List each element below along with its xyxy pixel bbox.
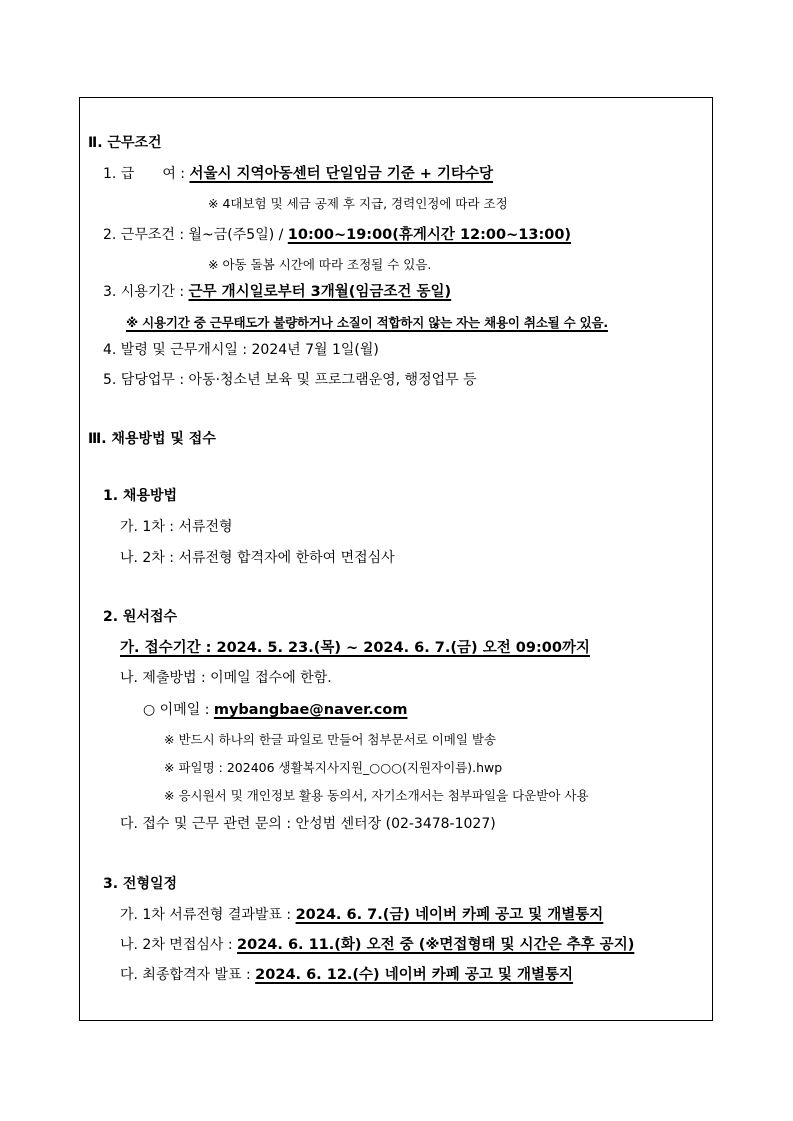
hours-label: 2. 근무조건 : 월~금(주5일) / (103, 227, 288, 243)
salary-label: 1. 급 여 : (103, 166, 190, 182)
schedule-item-3 (120, 966, 573, 984)
email-row (143, 701, 407, 719)
schedule-heading: 3. 전형일정 (103, 876, 178, 892)
application-note-3: ※ 응시원서 및 개인정보 활용 동의서, 자기소개서는 첨부파일을 다운받아 사용 (164, 788, 589, 803)
probation-value: 근무 개시일로부터 3개월(임금조건 동일) (188, 284, 452, 300)
email-label: ○ 이메일 : (143, 702, 214, 718)
hours-row (103, 226, 571, 244)
method-heading: 1. 채용방법 (103, 488, 178, 504)
hours-note: ※ 아동 돌봄 시간에 따라 조정될 수 있음. (208, 257, 432, 272)
schedule-item-1-value: 2024. 6. 7.(금) 네이버 카페 공고 및 개별통지 (295, 907, 604, 923)
probation-row (103, 283, 451, 301)
application-period: 가. 접수기간 : 2024. 5. 23.(목) ~ 2024. 6. 7.(금) 오전 09:00까지 (120, 640, 590, 656)
schedule-item-1-label: 가. 1차 서류전형 결과발표 : (120, 907, 296, 923)
application-note-2: ※ 파일명 : 202406 생활복지사지원_○○○(지원자이름).hwp (164, 760, 503, 775)
probation-note: ※ 시용기간 중 근무태도가 불량하거나 소질이 적합하지 않는 자는 채용이 취소될 수 있음. (126, 315, 608, 330)
schedule-item-2-label: 나. 2차 면접심사 : (120, 937, 238, 953)
email-address[interactable]: mybangbae@naver.com (213, 702, 408, 718)
duties: 5. 담당업무 : 아동·청소년 보육 및 프로그램운영, 행정업무 등 (103, 372, 477, 388)
application-inquiry: 다. 접수 및 근무 관련 문의 : 안성범 센터장 (02-3478-1027) (120, 816, 496, 832)
method-item-2: 나. 2차 : 서류전형 합격자에 한하여 면접심사 (120, 550, 395, 566)
schedule-item-2-value: 2024. 6. 11.(화) 오전 중 (※면접형태 및 시간은 추후 공지) (237, 937, 635, 953)
probation-label: 3. 시용기간 : (103, 284, 189, 300)
salary-row (103, 165, 493, 183)
schedule-item-1 (120, 906, 603, 924)
schedule-item-3-label: 다. 최종합격자 발표 : (120, 967, 256, 983)
schedule-item-2 (120, 936, 634, 954)
application-submit: 나. 제출방법 : 이메일 접수에 한함. (120, 670, 332, 686)
start-date: 4. 발령 및 근무개시일 : 2024년 7월 1일(월) (103, 342, 379, 358)
schedule-item-3-value: 2024. 6. 12.(수) 네이버 카페 공고 및 개별통지 (255, 967, 574, 983)
application-note-1: ※ 반드시 하나의 한글 파일로 만들어 첨부문서로 이메일 발송 (164, 732, 497, 747)
salary-value: 서울시 지역아동센터 단일임금 기준 + 기타수당 (189, 166, 494, 182)
hours-value: 10:00~19:00(휴게시간 12:00~13:00) (287, 227, 572, 243)
section-2-heading: Ⅱ. 근무조건 (88, 135, 162, 151)
method-item-1: 가. 1차 : 서류전형 (120, 519, 233, 535)
application-heading: 2. 원서접수 (103, 609, 178, 625)
section-3-heading: Ⅲ. 채용방법 및 접수 (88, 431, 216, 447)
salary-note: ※ 4대보험 및 세금 공제 후 지급, 경력인정에 따라 조정 (208, 196, 508, 211)
